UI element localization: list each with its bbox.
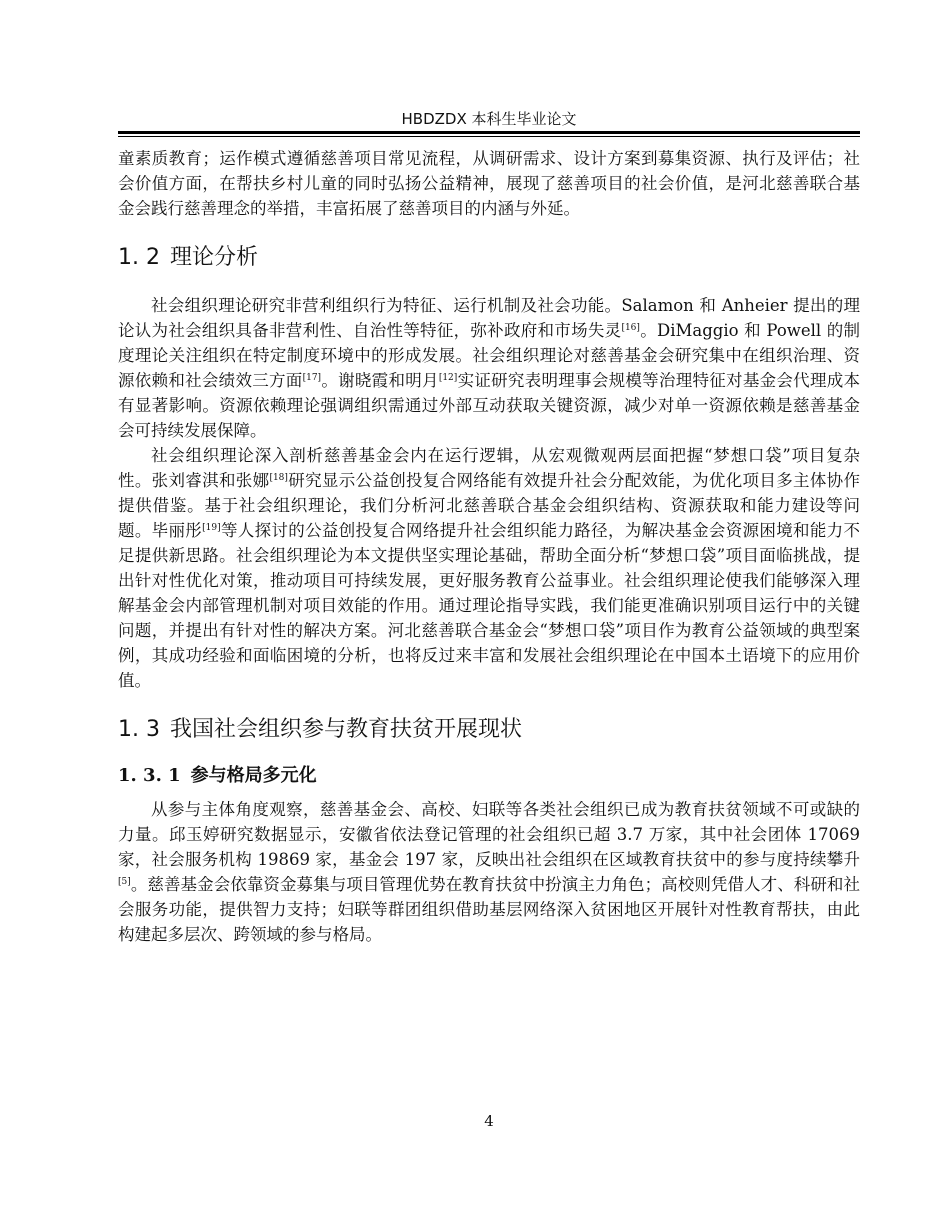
citation: [5] (118, 877, 131, 887)
section-title: 我国社会组织参与教育扶贫开展现状 (169, 717, 522, 742)
running-header: HBDZDX 本科生毕业论文 (401, 110, 577, 128)
citation: [18] (269, 473, 288, 483)
text-run: 等人探讨的公益创投复合网络提升社会组织能力路径，为解决基金会资源困境和能力不足提供新思路。社会组织理论为本文提供坚实理论基础，帮助全面分析“梦想口袋”项目面临挑战，提出针对性优化对策，推动项目可持续发展，更好服务教育公益事业。社会组织理论使我们能够深入理解基金会内部管理机制对项目效能的作用。通过理论指导实践，我们能更准确识别项目运行中的关键问题，并提出有针对性的解决方案。河北慈善联合基金会“梦想口袋”项目作为教育公益领域的典型案例，其成功经验和面临困境的分析，也将反过来丰富和发展社会组织理论在中国本土语境下的应用价值。 (118, 521, 861, 690)
page-number: 4 (484, 1112, 494, 1130)
text-run: 实证研究表明理事会规模等治理特征对基金会代理成本有显著影响。资源依赖理论强调组织需通过外部互动获取关键资源，减少对单一资源依赖是慈善基金会可持续发展保障。 (118, 371, 861, 440)
citation: [16] (621, 323, 640, 333)
citation: [17] (302, 373, 322, 383)
participation-paragraph (118, 797, 860, 947)
theory-paragraph-2 (118, 443, 860, 693)
theory-paragraph-1 (118, 293, 860, 443)
section-number: 1. 2 (118, 245, 160, 270)
text-run: 。慈善基金会依靠资金募集与项目管理优势在教育扶贫中扮演主力角色；高校则凭借人才、科研和社会服务功能，提供智力支持；妇联等群团组织借助基层网络深入贫困地区开展针对性教育帮扶，由此构建起多层次、跨领域的参与格局。 (118, 875, 860, 944)
section-heading-1-2 (118, 243, 860, 273)
citation: [19] (202, 523, 221, 533)
text-run: 。谢晓霞和明月 (321, 371, 439, 390)
subsection-heading-1-3-1 (118, 763, 860, 789)
section-title: 理论分析 (169, 245, 258, 270)
text-run: 研究显示公益创投复合网络能有效提升社会分配效能，为优化项目多主体协作提供借鉴。基于社会组织理论，我们分析河北慈善联合基金会组织结构、资源获取和能力建设等问题。毕丽彤 (118, 471, 861, 540)
page-body (118, 146, 860, 947)
text-run: 从参与主体角度观察，慈善基金会、高校、妇联等各类社会组织已成为教育扶贫领域不可或缺的力量。邱玉婷研究数据显示，安徽省依法登记管理的社会组织已超 3.7 万家，其中社会团体 17069 家，社会服务机构 19869 家，基金会 197 家，反映出社会组织在区域教育扶贫中的参与度持续攀升 (118, 800, 860, 869)
subsection-number: 1. 3. 1 (118, 765, 181, 786)
header-rule-thick (118, 131, 860, 134)
section-number: 1. 3 (118, 717, 160, 742)
text-run: 。DiMaggio 和 Powell 的制度理论关注组织在特定制度环境中的形成发展。社会组织理论对慈善基金会研究集中在组织治理、资源依赖和社会绩效三方面 (118, 321, 861, 390)
text-run: 社会组织理论深入剖析慈善基金会内在运行逻辑，从宏观微观两层面把握“梦想口袋”项目复杂性。张刘睿淇和张娜 (118, 446, 860, 490)
header-rule-thin (118, 136, 860, 137)
subsection-title: 参与格局多元化 (190, 765, 317, 786)
text-run: 社会组织理论研究非营利组织行为特征、运行机制及社会功能。Salamon 和 Anheier 提出的理论认为社会组织具备非营利性、自治性等特征，弥补政府和市场失灵 (118, 296, 860, 340)
intro-paragraph: 童素质教育；运作模式遵循慈善项目常见流程，从调研需求、设计方案到募集资源、执行及评估；社会价值方面，在帮扶乡村儿童的同时弘扬公益精神，展现了慈善项目的社会价值，是河北慈善联合基金会践行慈善理念的举措，丰富拓展了慈善项目的内涵与外延。 (118, 149, 860, 218)
section-heading-1-3 (118, 715, 860, 745)
citation: [12] (438, 373, 458, 383)
